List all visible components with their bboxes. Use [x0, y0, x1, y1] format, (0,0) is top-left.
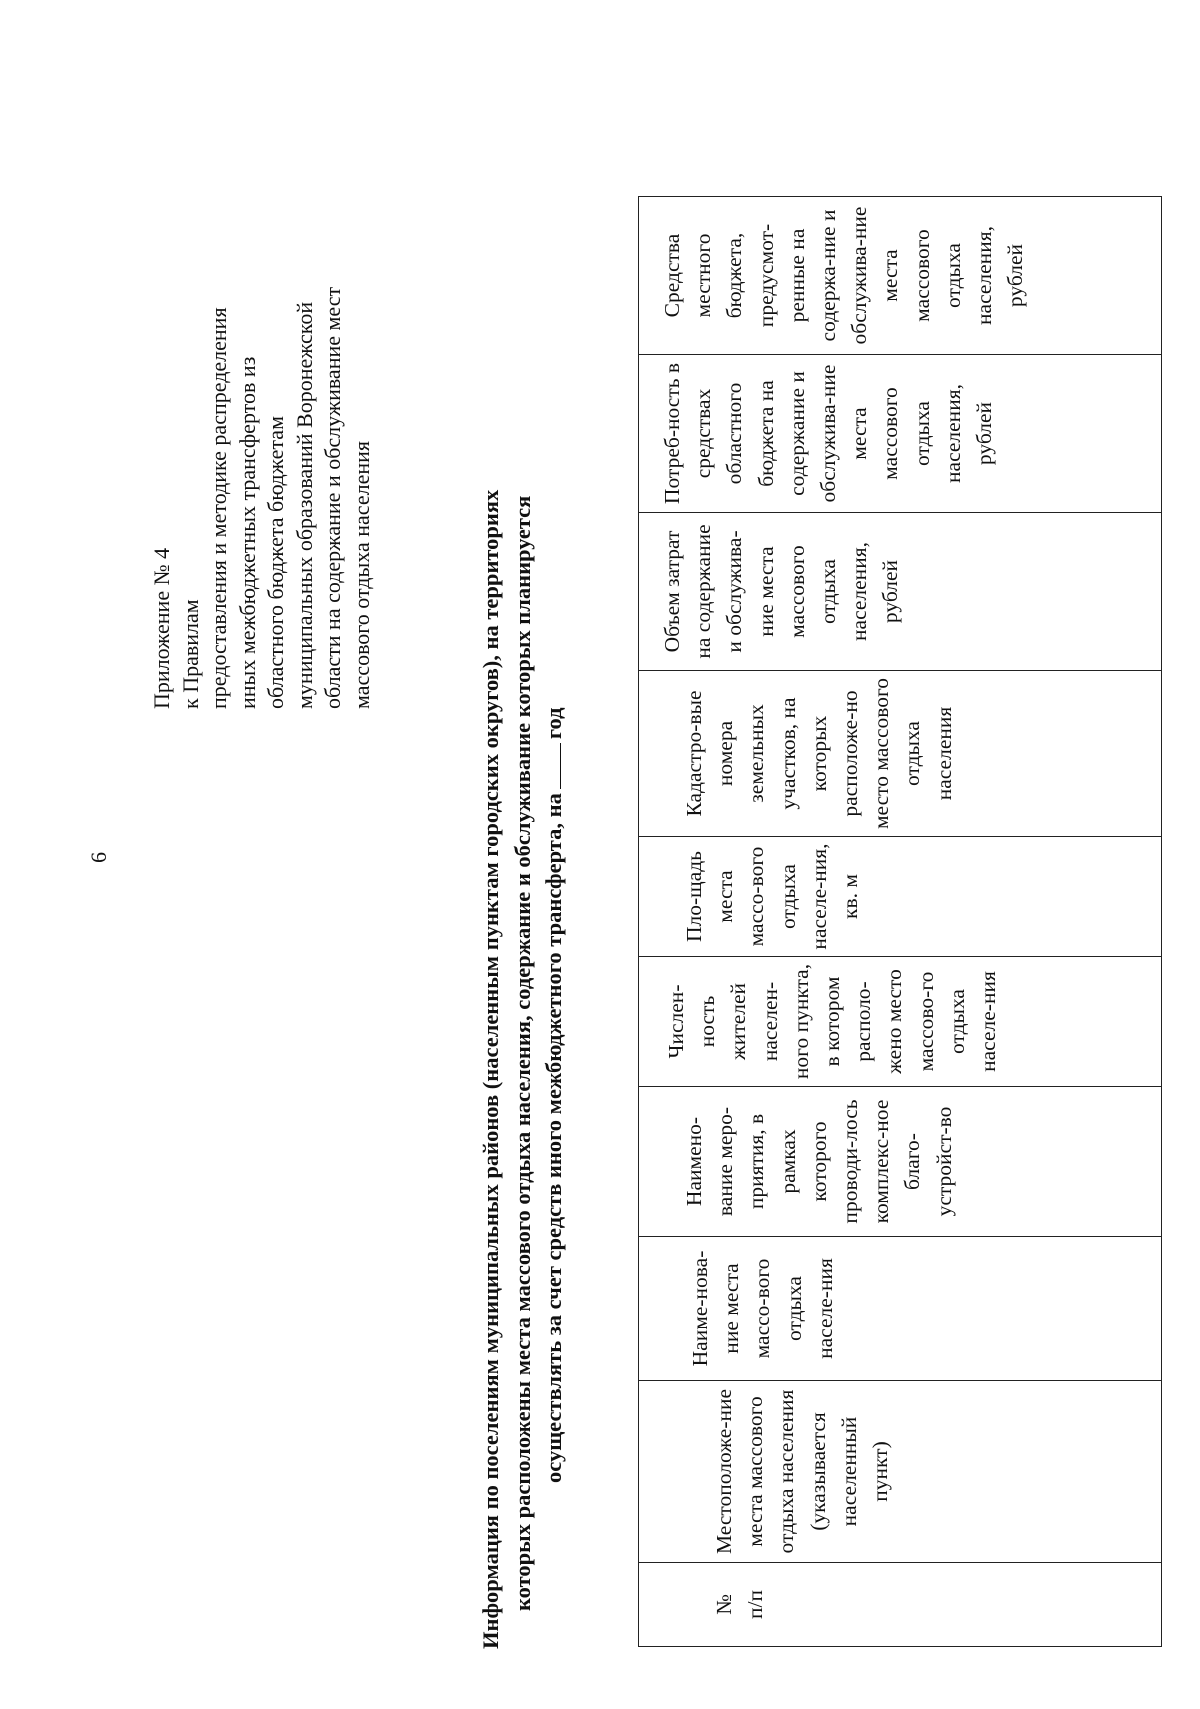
table-header-row [639, 197, 1162, 1647]
info-table [638, 196, 1162, 1647]
year-blank-field [542, 743, 561, 789]
annex-line: муниципальных образований Воронежской [291, 301, 317, 709]
annex-line: массового отдыха населения [348, 440, 374, 709]
title-line-3-text: осуществлять за счет средств иного межбюджетного трансферта, на [541, 793, 566, 1483]
annex-line: к Правилам [177, 599, 203, 709]
header-cell-event-name: Наимено-вание меро-приятия, в рамках которого проводи-лось комплекс-ное благо-устройст-во [639, 1087, 1162, 1237]
annex-header [148, 49, 376, 709]
header-cell-population: Числен-ность жителей населен-ного пункта, в котором располо-жено место массово-го отдыха населе-ния [639, 957, 1162, 1087]
annex-line: областного бюджета бюджетам [263, 416, 288, 709]
title-year-word: год [541, 707, 566, 740]
header-cell-regional-budget-need: Потреб-ность в средствах областного бюджета на содержание и обслужива-ние места массового отдыха населения, рублей [639, 355, 1162, 513]
header-cell-maintenance-cost: Объем затрат на содержание и обслужива-ние места массового отдыха населения, рублей [639, 513, 1162, 671]
header-cell-number: № п/п [639, 1563, 1162, 1647]
document-title [475, 19, 570, 1649]
page-number: 6 [86, 852, 111, 863]
header-cell-area: Пло-щадь места массо-вого отдыха населе-ния, кв. м [639, 837, 1162, 957]
annex-line: области на содержание и обслуживание мест [320, 286, 345, 709]
header-cell-local-budget-funds: Средства местного бюджета, предусмот-ренные на содержа-ние и обслужива-ние места массового отдыха населения, рублей [639, 197, 1162, 355]
title-line-2: которых расположены места массового отдыха населения, содержание и обслуживание которых планируется [509, 495, 535, 1611]
title-line-1: Информация по поселениям муниципальных районов (населенным пунктам городских округов), на территориях [478, 489, 503, 1649]
header-cell-cadastral-numbers: Кадастро-вые номера земельных участков, на которых расположе-но место массового отдыха населения [639, 671, 1162, 837]
header-cell-location: Местоположе-ние места массового отдыха населения (указывается населенный пункт) [639, 1381, 1162, 1563]
annex-line: Приложение № 4 [149, 547, 174, 709]
annex-line: предоставления и методике распределения [206, 307, 231, 709]
annex-line: иных межбюджетных трансфертов из [234, 356, 260, 709]
header-cell-site-name: Наиме-нова-ние места массо-вого отдыха населе-ния [639, 1237, 1162, 1381]
title-line-3 [538, 19, 570, 1649]
